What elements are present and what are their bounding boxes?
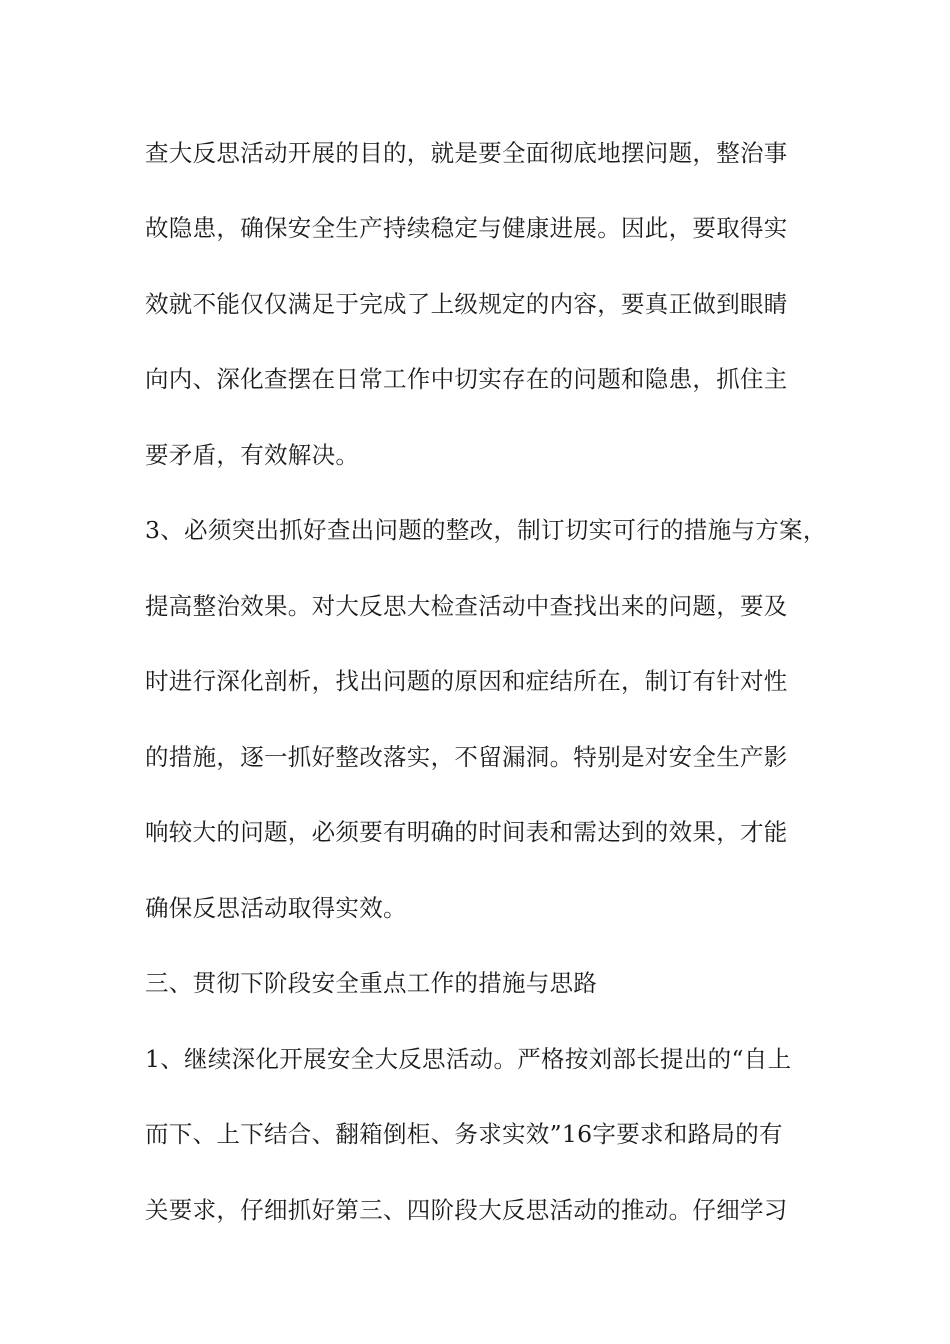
text-line: 故隐患，确保安全生产持续稳定与健康进展。因此，要取得实 [145,214,788,242]
numbered-item-3: 3、必须突出抓好查出问题的整改，制订切实可行的措施与方案， [145,516,827,544]
text-line: 确保反思活动取得实效。 [145,894,407,922]
text-line: 要矛盾，有效解决。 [145,441,360,469]
text-line: 时进行深化剖析，找出问题的原因和症结所在，制订有针对性 [145,667,788,695]
section-heading: 三、贯彻下阶段安全重点工作的措施与思路 [145,969,598,997]
text-line: 效就不能仅仅满足于完成了上级规定的内容，要真正做到眼睛 [145,290,788,318]
text-line: 向内、深化查摆在日常工作中切实存在的问题和隐患，抓住主 [145,365,788,393]
text-line: 关要求，仔细抓好第三、四阶段大反思活动的推动。仔细学习 [145,1196,788,1224]
text-line: 提高整治效果。对大反思大检查活动中查找出来的问题，要及 [145,592,788,620]
numbered-item-1: 1、继续深化开展安全大反思活动。严格按刘部长提出的“自上 [145,1045,792,1073]
text-line: 的措施，逐一抓好整改落实，不留漏洞。特别是对安全生产影 [145,743,788,771]
text-line: 查大反思活动开展的目的，就是要全面彻底地摆问题，整治事 [145,139,788,167]
text-line: 响较大的问题，必须要有明确的时间表和需达到的效果，才能 [145,818,788,846]
text-line: 而下、上下结合、翻箱倒柜、务求实效”16字要求和路局的有 [145,1120,783,1148]
